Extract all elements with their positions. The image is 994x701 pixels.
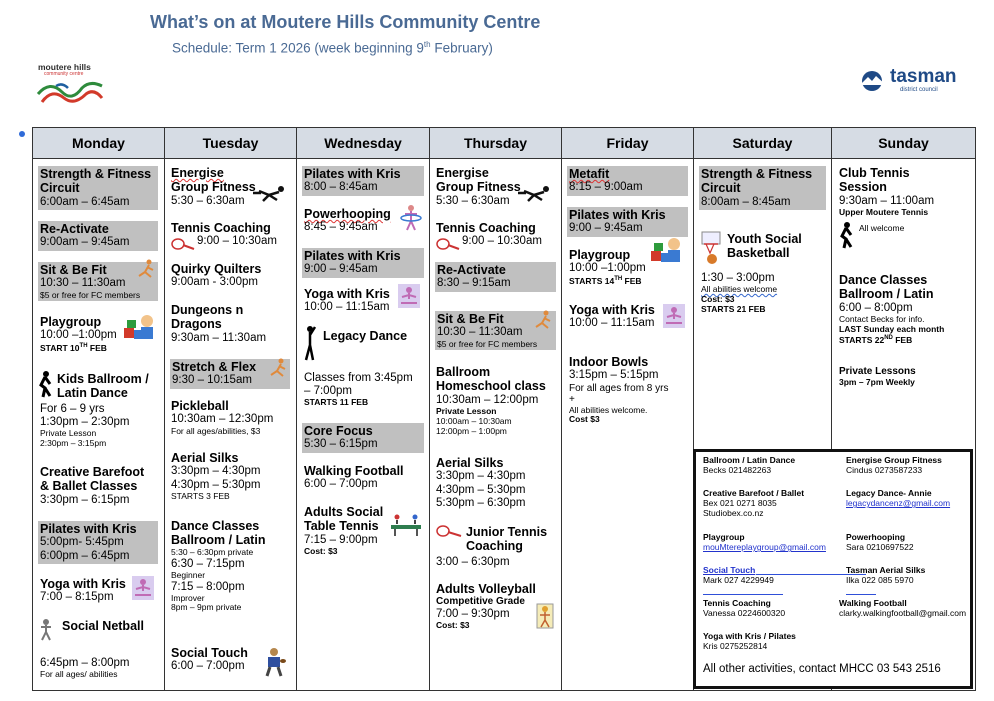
activity-pilates <box>38 521 158 564</box>
activity-title: Yoga with Kris <box>304 287 390 301</box>
activity-title: Club Tennis <box>839 166 910 180</box>
activity-time: 9:00 – 9:45am <box>304 263 378 276</box>
dancer-silhouette-icon <box>838 221 854 249</box>
activity-reactivate <box>435 262 556 292</box>
header-friday: Friday <box>562 128 694 159</box>
contact-title: Legacy Dance- Annie <box>846 488 932 498</box>
activity-core-focus <box>302 423 424 453</box>
activity-kids-ballroom-details <box>40 403 130 449</box>
activity-social-netball: Social Netball <box>62 619 144 633</box>
column-wednesday <box>297 159 430 690</box>
activity-time: 10:00 –1:00pm <box>40 329 117 342</box>
activity-ballroom-homeschool <box>436 365 546 436</box>
activity-title: Aerial Silks <box>436 456 504 470</box>
activity-title: Sit & Be Fit <box>437 312 504 326</box>
header-monday: Monday <box>33 128 165 159</box>
activity-playgroup <box>40 315 117 353</box>
activity-quirky-quilters <box>171 262 261 290</box>
activity-note: For all ages/ abilities <box>40 669 118 680</box>
activity-time: 8:00am – 8:45am <box>701 195 791 208</box>
activity-pickleball <box>171 399 273 436</box>
activity-creative-barefoot <box>40 465 144 507</box>
activity-time: 10:30am – 12:00pm <box>436 393 539 406</box>
activity-title: Circuit <box>701 181 741 196</box>
contact-title: Playgroup <box>703 532 745 542</box>
activity-time: 3:00 – 6:30pm <box>436 556 510 568</box>
activity-time: 5:30 – 6:30am <box>436 194 510 207</box>
activity-time: 3:30pm – 4:30pm <box>171 465 261 478</box>
activity-title: Sit & Be Fit <box>40 263 107 277</box>
activity-cost: Cost: $3 <box>304 545 338 556</box>
activity-indoor-bowls <box>569 355 668 425</box>
activity-powerhooping <box>304 207 391 235</box>
playgroup-kid-icon <box>650 235 684 265</box>
table-tennis-icon <box>389 513 423 537</box>
activity-time: 3:15pm – 5:15pm <box>569 369 659 382</box>
tasman-logo <box>856 66 960 98</box>
contact-value: Studiobex.co.nz <box>703 508 764 519</box>
legacy-email-link[interactable]: legacydancenz@gmail.com <box>846 498 951 509</box>
activity-time: 8:15 – 9:00am <box>569 181 643 194</box>
activity-title: Creative Barefoot <box>40 465 145 479</box>
logo-name: moutere hills <box>38 62 91 72</box>
activity-title: Playgroup <box>569 248 631 262</box>
hula-hoop-icon <box>399 203 423 231</box>
activity-note: Private Lesson <box>436 405 497 416</box>
column-friday <box>562 159 694 690</box>
activity-title: Pilates with Kris <box>569 208 666 222</box>
activity-legacy-dance-details <box>304 372 413 408</box>
activity-time: 6:00pm – 6:45pm <box>40 549 130 562</box>
page-title: What’s on at Moutere Hills Community Centre <box>150 12 541 32</box>
header-thursday: Thursday <box>430 128 562 159</box>
activity-level: Beginner <box>171 569 206 580</box>
subtitle-text: Schedule: Term 1 2026 (week beginning 9 <box>172 40 424 56</box>
activity-time: 1:30 – 3:00pm <box>701 272 775 284</box>
hills-icon <box>36 76 106 106</box>
contact-value: Kris 0275252814 <box>703 641 768 652</box>
netball-icon <box>38 617 54 641</box>
activity-title: Re-Activate <box>437 263 506 277</box>
contact-value: Sara 0210697522 <box>846 542 914 553</box>
activity-title: Stretch & Flex <box>172 360 257 374</box>
activity-yoga <box>304 287 390 315</box>
activity-time: 1:30pm – 2:30pm <box>40 416 130 429</box>
activity-title: Energise <box>171 166 224 180</box>
activity-time: 6:00 – 7:00pm <box>304 478 378 491</box>
divider-line <box>703 594 783 595</box>
activity-note: All abilities welcome. <box>569 404 648 415</box>
tennis-racket-icon <box>436 524 462 538</box>
activity-title: Core Focus <box>304 424 373 438</box>
contact-social-touch <box>703 565 774 585</box>
activity-time: 6:30 – 7:15pm <box>171 557 245 570</box>
rugby-player-icon <box>261 647 287 677</box>
activity-start: STARTS 22 <box>839 334 885 345</box>
activity-dance-classes <box>839 273 944 345</box>
activity-time: 8:45 – 9:45am <box>304 221 378 234</box>
activity-time: 9:00 – 9:45am <box>569 222 643 235</box>
contact-value: clarky.walkingfootball@gmail.com <box>839 608 967 619</box>
activity-title: Quirky Quilters <box>171 262 262 276</box>
contact-title: Tasman Aerial Silks <box>846 565 926 575</box>
logo-subname: community centre <box>44 71 84 77</box>
activity-title: Ballroom / Latin <box>171 533 266 548</box>
contact-walking-football <box>839 598 966 618</box>
activity-note: For all ages from 8 yrs <box>569 382 669 394</box>
activity-title: Circuit <box>40 181 80 196</box>
activity-time: 6:00 – 8:00pm <box>839 301 913 314</box>
person-running-icon <box>251 185 287 203</box>
playgroup-kid-icon <box>123 312 157 342</box>
contact-title: Creative Barefoot / Ballet <box>703 488 805 498</box>
contact-ballroom <box>703 455 795 475</box>
activity-time: 3:30pm – 4:30pm <box>436 470 526 483</box>
activity-time: 9:30 – 10:15am <box>172 374 252 387</box>
activity-kids-ballroom <box>57 372 149 401</box>
contacts-box <box>693 449 973 689</box>
activity-time: 10:30 – 11:30am <box>437 326 523 339</box>
activity-title: Re-Activate <box>40 222 109 236</box>
activity-title: Pilates with Kris <box>304 167 401 181</box>
activity-start: STARTS 11 FEB <box>304 397 369 408</box>
activity-title: Coaching <box>466 539 523 554</box>
activity-title: Strength & Fitness <box>701 167 813 181</box>
activity-time: 8:30 – 9:15am <box>437 277 511 290</box>
activity-time: 10:00 – 11:15am <box>304 301 390 314</box>
person-running-icon <box>516 185 552 203</box>
activity-title: Ballroom <box>436 365 491 379</box>
contact-title: Powerhooping <box>846 532 906 542</box>
activity-time: 10:30am – 12:30pm <box>171 413 274 426</box>
activity-note: 5:30 – 6:30pm private <box>171 546 254 557</box>
activity-title: Pickleball <box>171 399 229 413</box>
activity-note: 2:30pm – 3:15pm <box>40 438 107 449</box>
exercise-figure-icon <box>267 357 289 379</box>
activity-note: $5 or free for FC members <box>437 338 538 349</box>
activity-reactivate <box>38 221 158 251</box>
activity-time: 3:30pm – 6:15pm <box>40 493 130 506</box>
activity-title: Strength & Fitness <box>40 167 152 181</box>
activity-time: 5:00pm- 5:45pm <box>40 536 124 549</box>
divider-line <box>846 594 876 595</box>
activity-start: START 10 <box>40 342 80 353</box>
activity-metafit <box>567 166 688 196</box>
activity-title: & Ballet Classes <box>40 479 138 494</box>
activity-junior-tennis <box>466 525 547 554</box>
activity-start: STARTS 21 FEB <box>701 303 766 314</box>
activity-title: Dance Classes <box>839 273 928 287</box>
activity-title: Tennis Coaching <box>171 221 271 235</box>
activity-start-end: FEB <box>87 342 107 353</box>
activity-time: 5:30 – 6:15pm <box>304 438 378 451</box>
activity-note: Private Lesson <box>40 428 97 439</box>
activity-legacy-dance: Legacy Dance <box>323 329 408 343</box>
activity-energise <box>436 166 521 208</box>
contact-value: Becks 021482263 <box>703 465 772 476</box>
activity-title: Powerhooping <box>304 207 391 221</box>
activity-energise <box>171 166 256 208</box>
activity-time: 6:00 – 7:00pm <box>171 660 245 673</box>
activity-title: Walking Football <box>304 464 404 478</box>
activity-start-sup: TH <box>614 275 623 282</box>
activity-title: Dungeons n <box>171 303 244 317</box>
contact-value: Cindus 0273587233 <box>846 465 923 476</box>
activity-time: 3pm – 7pm Weekly <box>839 376 915 387</box>
activity-start-end: FEB <box>622 275 642 286</box>
activity-dance-classes <box>171 519 265 613</box>
activity-title: Tennis Coaching <box>436 221 536 235</box>
activity-start-sup: ND <box>884 334 893 341</box>
activity-title: Yoga with Kris <box>40 577 126 591</box>
activity-time: 7:15 – 8:00pm <box>171 580 245 593</box>
meditation-figure-icon <box>662 303 686 329</box>
activity-title: Homeschool class <box>436 379 546 394</box>
activity-note: For all ages/abilities, $3 <box>171 425 261 436</box>
activity-time: 4:30pm – 5:30pm <box>436 483 526 496</box>
activity-start-end: FEB <box>892 334 913 345</box>
tennis-racket-icon <box>436 237 460 251</box>
activity-strength-fitness <box>38 166 158 210</box>
activity-title: Latin Dance <box>57 386 128 401</box>
activity-title: Table Tennis <box>304 519 379 534</box>
activity-age: For 6 – 9 yrs <box>40 403 105 415</box>
social-touch-link[interactable]: Social Touch <box>703 565 756 575</box>
tasman-name: tasman <box>890 66 957 87</box>
activity-title: Yoga with Kris <box>569 303 655 317</box>
activity-yoga <box>569 303 655 331</box>
dancer-silhouette-icon <box>37 370 53 398</box>
activity-time: Classes from 3:45pm <box>304 372 413 384</box>
contact-value: Ilka 022 085 5970 <box>846 575 914 586</box>
activity-time: 7:15 – 9:00pm <box>304 533 378 546</box>
activity-title: Group Fitness <box>436 180 521 195</box>
activity-time: 9:00am - 3:00pm <box>171 276 258 289</box>
activity-title: Pilates with Kris <box>304 249 401 263</box>
activity-subtitle: Upper Moutere Tennis <box>839 206 929 217</box>
contact-energise <box>846 455 942 475</box>
contact-creative-barefoot <box>703 488 804 519</box>
activity-adults-volleyball <box>436 582 536 631</box>
activity-title: Group Fitness <box>171 180 256 195</box>
activity-title: Social Touch <box>171 646 248 660</box>
activity-time: 4:30pm – 5:30pm <box>171 478 261 491</box>
activity-time: 9:00 – 10:30am <box>462 235 542 248</box>
activity-yoga <box>40 577 126 605</box>
column-thursday <box>430 159 562 690</box>
activity-start-sup: TH <box>79 342 88 349</box>
activity-start: STARTS 14 <box>569 275 615 286</box>
activity-playgroup <box>569 248 646 286</box>
activity-table-tennis <box>304 505 383 557</box>
activity-time: 9:00am – 9:45am <box>40 236 130 249</box>
activity-note: LAST Sunday each month <box>839 323 945 334</box>
tasman-subname: district council <box>900 87 938 93</box>
activity-time: 9:30am – 11:30am <box>171 331 267 344</box>
contact-title: Yoga with Kris / Pilates <box>703 631 796 641</box>
activity-aerial-silks <box>171 451 261 502</box>
activity-title: Metafit <box>569 167 610 181</box>
activity-time: 9:00 – 10:30am <box>197 235 277 248</box>
activity-social-touch <box>171 646 248 674</box>
contact-title: Walking Football <box>839 598 907 608</box>
activity-title: Energise <box>436 166 489 180</box>
activity-club-tennis <box>839 166 934 218</box>
dancer-silhouette-icon <box>303 325 317 361</box>
activity-title: Youth Social <box>727 232 802 246</box>
activity-time: 5:30pm – 6:30pm <box>436 496 526 509</box>
activity-title: Adults Volleyball <box>436 582 536 596</box>
column-monday <box>33 159 165 690</box>
activity-note: + <box>569 394 575 406</box>
moutere-hills-logo <box>36 62 108 108</box>
contact-title: Tennis Coaching <box>703 598 771 608</box>
activity-title: Dance Classes <box>171 519 260 533</box>
activity-title: Aerial Silks <box>171 451 239 465</box>
contact-powerhooping <box>846 532 914 552</box>
activity-youth-basketball-details <box>701 272 777 315</box>
activity-time: 6:45pm – 8:00pm <box>40 657 130 669</box>
activity-title: Junior Tennis <box>466 525 548 539</box>
contact-value: Vanessa 0224600320 <box>703 608 786 619</box>
activity-pilates <box>567 207 688 237</box>
activity-time: 8:00 – 8:45am <box>304 181 378 194</box>
activity-time: 10:00 –1:00pm <box>569 262 646 275</box>
header-tuesday: Tuesday <box>165 128 297 159</box>
volleyball-icon <box>536 603 554 629</box>
activity-title: Kids Ballroom / <box>57 372 149 386</box>
activity-time: 10:00 – 11:15am <box>569 317 655 330</box>
activity-time: 5:30 – 6:30am <box>171 194 245 207</box>
activity-pilates <box>302 248 424 278</box>
exercise-figure-icon <box>532 309 554 331</box>
meditation-figure-icon <box>131 575 155 601</box>
activity-note: 8pm – 9pm private <box>171 602 242 613</box>
header-sunday: Sunday <box>832 128 975 159</box>
meditation-figure-icon <box>397 283 421 309</box>
bullet-dot <box>19 131 25 137</box>
contact-title: Ballroom / Latin Dance <box>703 455 796 465</box>
subtitle-sup: th <box>423 40 431 49</box>
activity-title: Dragons <box>171 317 222 332</box>
activity-time: 6:00am – 6:45am <box>40 195 130 208</box>
activity-title: Indoor Bowls <box>569 355 649 369</box>
activity-private-lessons <box>839 366 916 387</box>
activity-walking-football <box>304 464 404 492</box>
activity-note: $5 or free for FC members <box>40 289 141 300</box>
contact-tennis-coaching <box>703 598 785 618</box>
activity-aerial-silks <box>436 456 526 510</box>
mountain-icon <box>856 69 888 91</box>
activity-time: 10:00am – 10:30am <box>436 415 512 426</box>
activity-cost: Cost: $3 <box>436 620 470 631</box>
activity-youth-basketball <box>727 232 802 261</box>
header-wednesday: Wednesday <box>297 128 430 159</box>
contact-title: Energise Group Fitness <box>846 455 942 465</box>
basketball-hoop-icon <box>700 231 724 265</box>
activity-title: Adults Social <box>304 505 384 519</box>
tennis-racket-icon <box>171 237 195 251</box>
contact-legacy-dance <box>846 488 950 508</box>
header-saturday: Saturday <box>694 128 832 159</box>
activity-title: Private Lessons <box>839 366 916 377</box>
activity-start: STARTS 3 FEB <box>171 490 230 501</box>
contact-footer: All other activities, contact MHCC 03 543 2516 <box>703 663 941 675</box>
activity-level: Improver <box>171 592 205 603</box>
activity-title: Session <box>839 180 887 195</box>
activity-time: – 7:00pm <box>304 385 352 398</box>
activity-strength-fitness <box>699 166 826 210</box>
activity-title: Pilates with Kris <box>40 522 137 536</box>
subtitle-text-end: February) <box>430 40 493 56</box>
contact-value: Bex 021 0271 8035 <box>703 498 777 509</box>
contact-aerial-silks <box>846 565 925 585</box>
activity-cost: Cost $3 <box>569 414 600 425</box>
activity-title: Ballroom / Latin <box>839 287 934 302</box>
activity-time: 12:00pm – 1:00pm <box>436 425 507 436</box>
activity-pilates <box>302 166 424 196</box>
activity-note: All welcome <box>859 223 905 233</box>
activity-time: 7:00 – 9:30pm <box>436 607 510 620</box>
activity-dungeons-dragons <box>171 303 266 345</box>
activity-title: Playgroup <box>40 315 102 329</box>
playgroup-email-link[interactable]: mouMtereplaygroup@gmail.com <box>703 542 826 553</box>
activity-cost: Cost: $3 <box>701 293 735 304</box>
activity-note: Contact Becks for info. <box>839 313 925 324</box>
contact-playgroup <box>703 532 826 552</box>
column-tuesday <box>165 159 297 690</box>
activity-time: 9:30am – 11:00am <box>839 194 935 207</box>
activity-note: All abilities welcome <box>701 284 778 295</box>
activity-time: 7:00 – 8:15pm <box>40 591 114 604</box>
exercise-figure-icon <box>135 258 157 280</box>
activity-grade: Competitive Grade <box>436 596 525 608</box>
contact-yoga-pilates <box>703 631 796 651</box>
activity-social-netball-details <box>40 657 130 680</box>
activity-title: Basketball <box>727 246 790 261</box>
activity-time: 10:30 – 11:30am <box>40 277 126 290</box>
page-subtitle <box>172 40 493 56</box>
contact-value: Mark 027 4229949 <box>703 575 774 586</box>
